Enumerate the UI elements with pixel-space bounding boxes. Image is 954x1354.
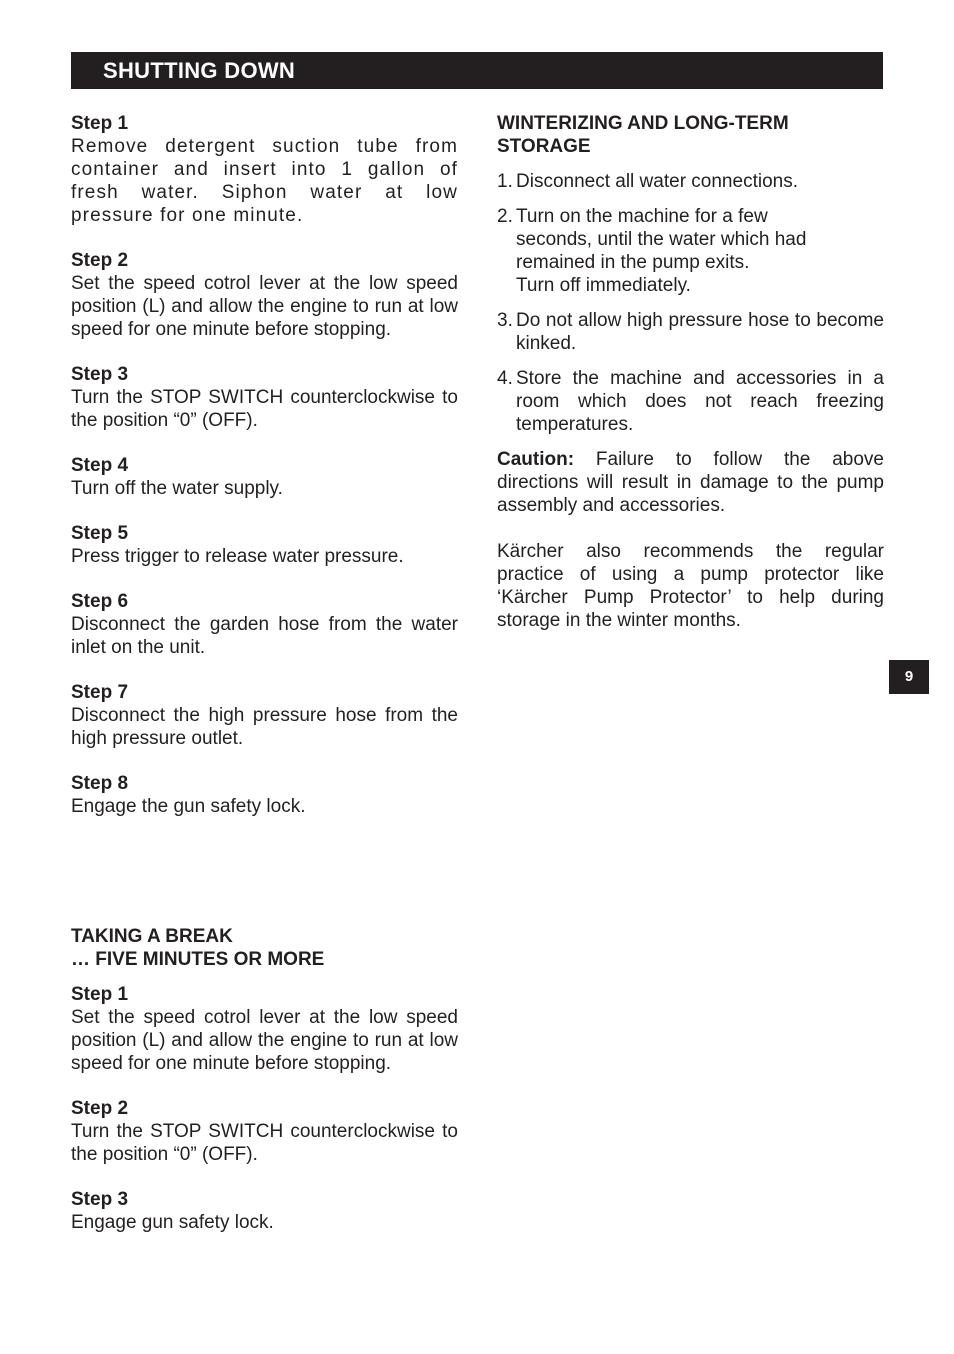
step-label: Step 1 xyxy=(71,113,129,134)
step-label: Step 8 xyxy=(71,773,129,794)
step-text: Disconnect the garden hose from the water inlet on the unit. xyxy=(71,614,458,658)
step-text: Engage the gun safety lock. xyxy=(71,796,306,817)
step-text: Turn the STOP SWITCH counterclockwise to the position “0” (OFF). xyxy=(71,1121,458,1165)
step-label: Step 3 xyxy=(71,364,129,385)
section-title: SHUTTING DOWN xyxy=(103,58,296,83)
taking-a-break-section xyxy=(71,925,458,1256)
shutdown-step xyxy=(71,363,458,432)
caution-text: Failure to follow the above directions will result in damage to the pump assembly and accessories. xyxy=(497,449,884,516)
list-item-text: Disconnect all water connections. xyxy=(516,171,798,192)
list-item-number: 1. xyxy=(497,171,513,192)
step-label: Step 2 xyxy=(71,1098,129,1119)
list-item xyxy=(497,170,884,193)
list-item xyxy=(497,309,884,355)
step-text: Set the speed cotrol lever at the low speed position (L) and allow the engine to run at low speed for one minute before stopping. xyxy=(71,1007,458,1074)
break-step xyxy=(71,983,458,1075)
step-label: Step 2 xyxy=(71,250,129,271)
list-item-number: 4. xyxy=(497,368,513,389)
list-item-number: 3. xyxy=(497,310,513,331)
shutdown-step xyxy=(71,772,458,818)
shutting-down-steps xyxy=(71,112,458,840)
step-label: Step 3 xyxy=(71,1189,129,1210)
section-header-banner xyxy=(71,52,883,89)
winterizing-heading: WINTERIZING AND LONG-TERM STORAGE xyxy=(497,113,789,157)
caution-label: Caution: xyxy=(497,449,575,470)
shutdown-step xyxy=(71,112,458,227)
list-item-text: Turn on the machine for a few seconds, until the water which had remained in the pump exits. Turn off immediately. xyxy=(516,206,807,296)
winterizing-section xyxy=(497,112,884,632)
step-label: Step 5 xyxy=(71,523,129,544)
step-text: Press trigger to release water pressure. xyxy=(71,546,404,567)
step-text: Turn off the water supply. xyxy=(71,478,283,499)
list-item xyxy=(497,205,884,297)
list-item-text: Store the machine and accessories in a room which does not reach freezing temperatures. xyxy=(516,368,884,435)
step-label: Step 1 xyxy=(71,984,129,1005)
step-text: Set the speed cotrol lever at the low speed position (L) and allow the engine to run at low speed for one minute before stopping. xyxy=(71,273,458,340)
shutdown-step xyxy=(71,454,458,500)
break-step xyxy=(71,1097,458,1166)
step-text: Turn the STOP SWITCH counterclockwise to the position “0” (OFF). xyxy=(71,387,458,431)
list-item-number: 2. xyxy=(497,206,513,227)
step-text: Engage gun safety lock. xyxy=(71,1212,274,1233)
step-text: Disconnect the high pressure hose from the high pressure outlet. xyxy=(71,705,458,749)
step-label: Step 7 xyxy=(71,682,129,703)
winterizing-list xyxy=(497,170,884,436)
break-step xyxy=(71,1188,458,1234)
shutdown-step xyxy=(71,522,458,568)
shutdown-step xyxy=(71,590,458,659)
page-number: 9 xyxy=(889,660,929,694)
step-text: Remove detergent suction tube from container and insert into 1 gallon of fresh water. Siphon water at low pressure for one minute. xyxy=(71,136,458,226)
list-item xyxy=(497,367,884,436)
step-label: Step 4 xyxy=(71,455,129,476)
shutdown-step xyxy=(71,249,458,341)
taking-a-break-heading: TAKING A BREAK … FIVE MINUTES OR MORE xyxy=(71,926,325,970)
recommendation-text: Kärcher also recommends the regular practice of using a pump protector like ‘Kärcher Pump Protector’ to help during storage in the winter months. xyxy=(497,541,884,631)
list-item-text: Do not allow high pressure hose to become kinked. xyxy=(516,310,884,354)
shutdown-step xyxy=(71,681,458,750)
step-label: Step 6 xyxy=(71,591,129,612)
caution-note xyxy=(497,448,884,517)
